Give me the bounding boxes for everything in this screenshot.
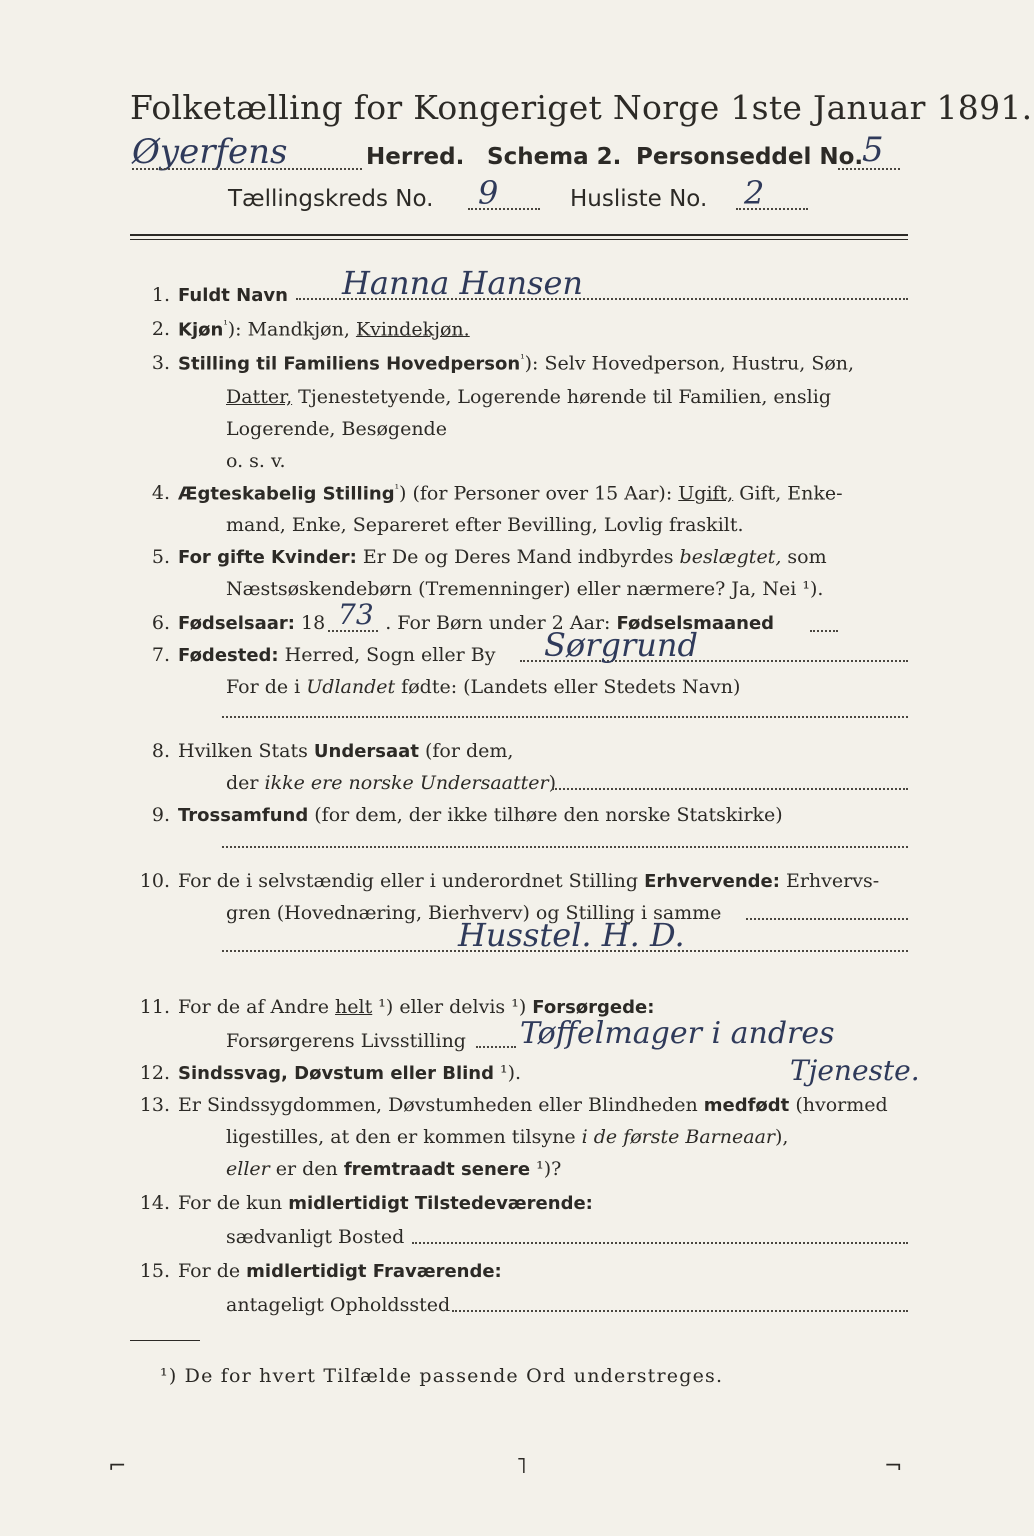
kreds-dotted-line bbox=[468, 208, 540, 210]
footnote: ¹) De for hvert Tilfælde passende Ord understreges. bbox=[160, 1365, 724, 1387]
husliste-dotted-line bbox=[736, 208, 808, 210]
herred-label: Herred. bbox=[366, 144, 465, 170]
census-form-page: Folketælling for Kongeriget Norge 1ste Januar 1891. Øyerfens Herred. Schema 2. Personseddel No. 5 Tællingskreds No. 9 Husliste No. 2 1. Fuldt Navn Hanna Hansen 2. Kjøn$^{^1}$): Mandkjøn, Kvindekjøn. 3. Stilling til Familiens Hovedperson$^{^1}$): Selv Hovedperson, Hustru, Søn, Datter, Tjenestetyende, Logerende hørende til Familien, enslig Logerende, Besøgende o. s. v. 4. Ægteskabelig Stilling$^{^1}$) (for Personer over 15 Aar): Ugift, Gift, Enke- mand, Enke, Separeret efter Bevilling, Lovlig fraskilt. 5. For gifte Kvinder: Er De og Deres Mand indbyrdes beslægtet, som Næstsøskendebørn (Tremenninger) eller nærmere? Ja, Nei ¹). 6. Fødselsaar: 18 . For Børn under 2 Aar: Fødselsmaaned 73 7. Fødested: Herred, Sogn eller By Sørgrund For de i Udlandet fødte: (Landets eller Stedets Navn) 8. Hvilken Stats Undersaat (for dem, der ikke ere norske Undersaatter) 9. Trossamfund (for dem, der ikke tilhøre den norske Statskirke) 10. For de i selvstændig eller i underordnet Stilling Erhvervende: Erhvervs- gren (Hovednæring, Bierhverv) og Stilling i samme Husstel. H. D. 11. For de af Andre helt ¹) eller delvis ¹) Forsørgede: Forsørgerens Livsstilling Tøffelmager i andres Tjeneste. 12. Sindssvag, Døvstum eller Blind ¹). 13. Er Sindssygdommen, Døvstumheden eller Blindheden medfødt (hvormed ligestilles, at den er kommen tilsyne i de første Barneaar), eller er den fremtraadt senere ¹)? 14. For de kun midlertidigt Tilstedeværende: sædvanligt Bosted 15. For de midlertidigt Fraværende: antageligt Opholdssted ¹) De for hvert Tilfælde passende Ord understreges. ⌐ ˥ ¬ bbox=[0, 0, 1034, 1536]
marital-selected: Ugift, bbox=[678, 482, 734, 505]
header-rule-top bbox=[130, 234, 908, 236]
form-title: Folketælling for Kongeriget Norge 1ste Januar 1891. bbox=[130, 88, 1033, 127]
corner-mark-right: ¬ bbox=[884, 1454, 903, 1479]
occupation-value: Husstel. H. D. bbox=[458, 916, 685, 954]
herred-dotted-line bbox=[132, 168, 362, 170]
herred-value: Øyerfens bbox=[132, 132, 288, 172]
full-name-label: Fuldt Navn bbox=[178, 285, 288, 306]
birthplace-value: Sørgrund bbox=[544, 626, 698, 664]
kreds-value: 9 bbox=[478, 174, 499, 212]
schema-label: Schema 2. bbox=[487, 144, 622, 170]
gender-selected: Kvindekjøn. bbox=[355, 318, 470, 341]
birth-year-value: 73 bbox=[338, 598, 374, 631]
husliste-value: 2 bbox=[744, 174, 765, 212]
provider-occupation-value-cont: Tjeneste. bbox=[790, 1054, 920, 1087]
kreds-label: Tællingskreds No. bbox=[228, 186, 434, 212]
husliste-label: Husliste No. bbox=[570, 186, 708, 212]
full-name-value: Hanna Hansen bbox=[342, 264, 584, 302]
corner-mark-center: ˥ bbox=[516, 1454, 527, 1479]
header-rule-bottom bbox=[130, 239, 908, 240]
personseddel-dotted-line bbox=[838, 168, 900, 170]
personseddel-label: Personseddel No. bbox=[636, 144, 864, 170]
personseddel-value: 5 bbox=[862, 130, 884, 170]
corner-mark-left: ⌐ bbox=[108, 1454, 127, 1479]
relation-selected: Datter, bbox=[226, 386, 293, 408]
provider-occupation-value: Tøffelmager i andres bbox=[520, 1016, 835, 1051]
footnote-rule bbox=[130, 1340, 200, 1341]
